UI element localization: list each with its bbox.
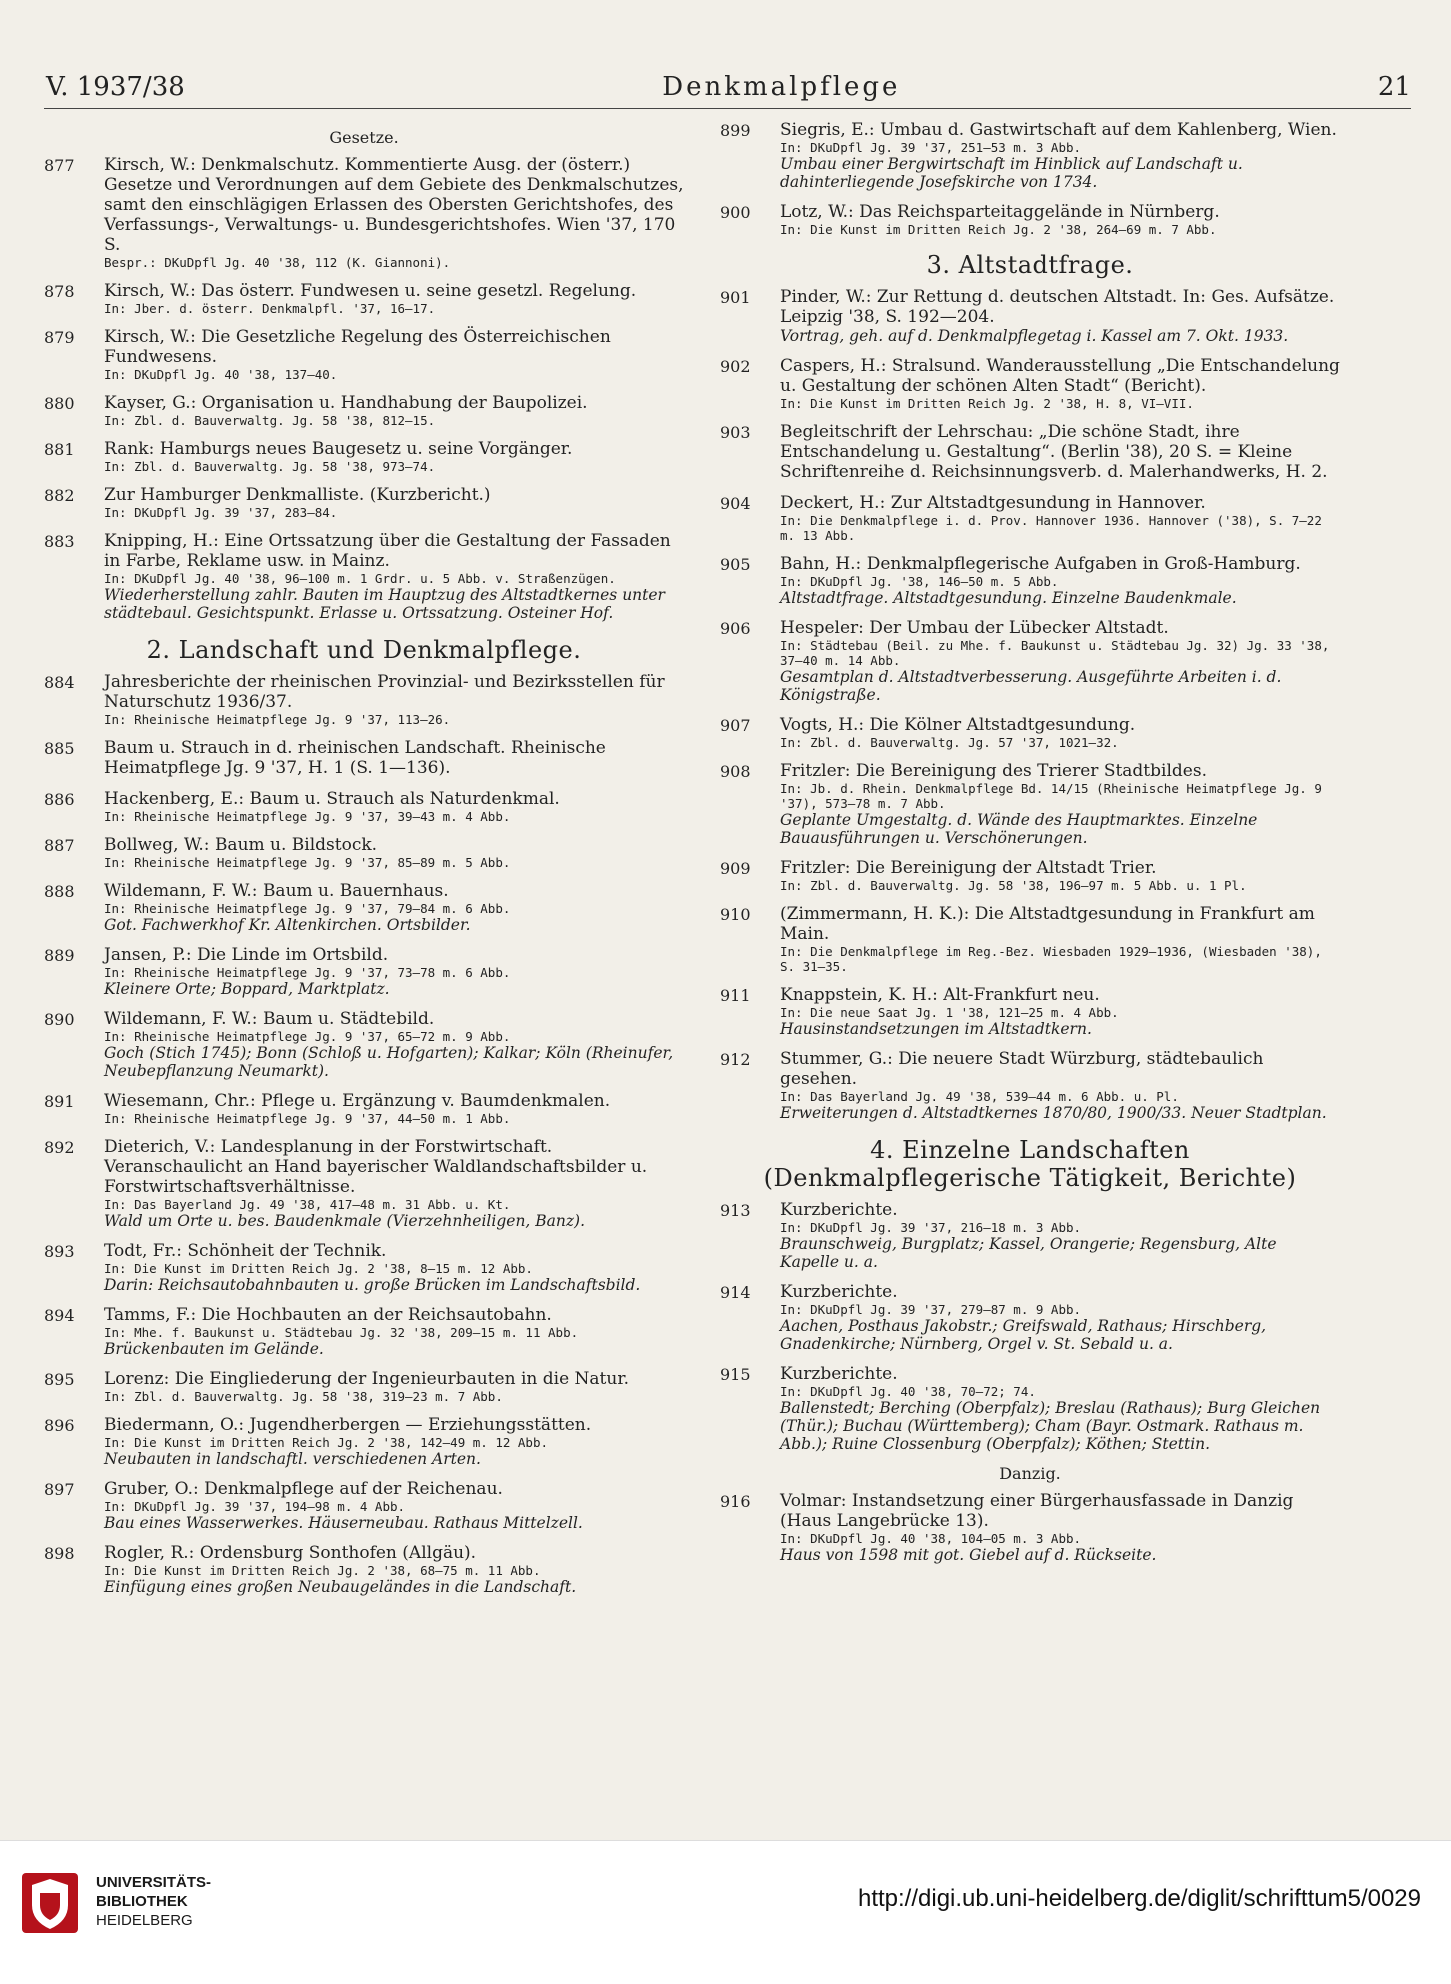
entry-number: 879	[44, 328, 75, 347]
entry-note: Altstadtfrage. Altstadtgesundung. Einzelne Baudenkmale.	[780, 589, 1237, 607]
entry-number: 900	[720, 203, 751, 222]
entry-note: Wald um Orte u. bes. Baudenkmale (Vierzehnheiligen, Banz).	[104, 1212, 586, 1230]
entry-body	[780, 904, 1340, 974]
entry-number: 897	[44, 1480, 75, 1499]
entry-main: Stummer, G.: Die neuere Stadt Würzburg, städtebaulich gesehen.	[780, 1049, 1264, 1089]
entry-number: 913	[720, 1201, 751, 1220]
entry-main: Kirsch, W.: Denkmalschutz. Kommentierte Ausg. der (österr.) Gesetze und Verordnungen auf dem Gebiete des Denkmalschutzes, samt den einschlägigen Erlassen des Obersten Gerichtshofes, des Verfassungs-, Verwaltungs- u. Bundesgerichtshofes. Wien '37, 170 S.	[104, 155, 684, 255]
entry-main: Bollweg, W.: Baum u. Bildstock.	[104, 835, 378, 855]
page-title: Denkmalpflege	[662, 72, 901, 102]
entry-body	[780, 715, 1340, 750]
entry-main: Hackenberg, E.: Baum u. Strauch als Naturdenkmal.	[104, 789, 560, 809]
entry-number: 886	[44, 790, 75, 809]
entry-src: In: Zbl. d. Bauverwaltg. Jg. 58 '38, 973—74.	[104, 459, 436, 474]
bibliography-entry	[44, 789, 684, 824]
bibliography-entry	[44, 881, 684, 934]
page-header	[46, 72, 1411, 108]
bibliography-entry	[44, 327, 684, 382]
entry-main: Kayser, G.: Organisation u. Handhabung der Baupolizei.	[104, 393, 588, 413]
bibliography-entry	[720, 904, 1340, 974]
entry-main: Jansen, P.: Die Linde im Ortsbild.	[104, 945, 389, 965]
entry-body	[780, 120, 1340, 191]
entry-number: 916	[720, 1492, 751, 1511]
right-column	[720, 120, 1340, 1575]
entry-src: In: Rheinische Heimatpflege Jg. 9 '37, 39—43 m. 4 Abb.	[104, 809, 511, 824]
entry-body	[780, 422, 1340, 482]
entry-body	[780, 761, 1340, 847]
entry-body	[780, 1364, 1340, 1453]
bibliography-entry	[720, 858, 1340, 893]
entry-number: 904	[720, 494, 751, 513]
library-name	[96, 1873, 211, 1930]
entry-number: 903	[720, 423, 751, 442]
bibliography-entry	[44, 1543, 684, 1596]
entry-list	[44, 672, 684, 1596]
entry-main: Hespeler: Der Umbau der Lübecker Altstadt.	[780, 618, 1169, 638]
library-line-1: UNIVERSITÄTS-	[96, 1874, 212, 1891]
entry-number: 914	[720, 1283, 751, 1302]
bibliography-entry	[44, 1305, 684, 1358]
entry-main: Kirsch, W.: Die Gesetzliche Regelung des Österreichischen Fundwesens.	[104, 327, 611, 367]
entry-body	[104, 881, 684, 934]
entry-number: 898	[44, 1544, 75, 1563]
entry-main: Biedermann, O.: Jugendherbergen — Erziehungsstätten.	[104, 1415, 592, 1435]
entry-src: In: Die Kunst im Dritten Reich Jg. 2 '38, 8—15 m. 12 Abb.	[104, 1261, 533, 1276]
entry-src: In: Die Kunst im Dritten Reich Jg. 2 '38, 142—49 m. 12 Abb.	[104, 1435, 549, 1450]
bibliography-entry	[720, 1200, 1340, 1271]
entry-main: Kurzberichte.	[780, 1364, 898, 1384]
bibliography-entry	[720, 715, 1340, 750]
entry-note: Ballenstedt; Berching (Oberpfalz); Breslau (Rathaus); Burg Gleichen (Thür.); Buchau (Württemberg); Cham (Bayr. Ostmark. Rathaus m. Abb.); Ruine Clossenburg (Oberpfalz); Köthen; Stettin.	[780, 1399, 1321, 1453]
entry-number: 906	[720, 619, 751, 638]
entry-body	[104, 672, 684, 727]
bibliography-entry	[44, 738, 684, 778]
entry-note: Brückenbauten im Gelände.	[104, 1340, 324, 1358]
library-line-2: BIBLIOTHEK	[96, 1893, 188, 1910]
entry-src: In: Rheinische Heimatpflege Jg. 9 '37, 85—89 m. 5 Abb.	[104, 855, 511, 870]
page-number: 21	[1377, 72, 1411, 102]
entry-body	[780, 618, 1340, 704]
bibliography-entry	[44, 835, 684, 870]
entry-note: Gesamtplan d. Altstadtverbesserung. Ausgeführte Arbeiten i. d. Königstraße.	[780, 668, 1282, 704]
entry-main: Kirsch, W.: Das österr. Fundwesen u. seine gesetzl. Regelung.	[104, 281, 637, 301]
header-rule	[44, 108, 1411, 109]
bibliography-entry	[720, 1364, 1340, 1453]
entry-main: Begleitschrift der Lehrschau: „Die schöne Stadt, ihre Entschandelung u. Gestaltung“. (Berlin '38), 20 S. = Kleine Schriftenreihe d. Reichsinnungsverb. d. Malerhandwerks, H. 2.	[780, 422, 1328, 482]
entry-note: Erweiterungen d. Altstadtkernes 1870/80, 1900/33. Neuer Stadtplan.	[780, 1104, 1327, 1122]
entry-src: In: Zbl. d. Bauverwaltg. Jg. 58 '38, 319—23 m. 7 Abb.	[104, 1389, 503, 1404]
entry-body	[780, 287, 1340, 345]
section-heading-2: 2. Landschaft und Denkmalpflege.	[146, 636, 582, 664]
entry-number: 889	[44, 946, 75, 965]
entry-src: In: DKuDpfl Jg. 39 '37, 251—53 m. 3 Abb.	[780, 140, 1082, 155]
bibliography-entry	[44, 672, 684, 727]
bibliography-entry	[44, 281, 684, 316]
entry-note: Goch (Stich 1745); Bonn (Schloß u. Hofgarten); Kalkar; Köln (Rheinufer, Neubepflanzung Neumarkt).	[104, 1044, 674, 1080]
entry-body	[780, 356, 1340, 411]
entry-src: In: Zbl. d. Bauverwaltg. Jg. 58 '38, 812—15.	[104, 413, 436, 428]
entry-main: Lotz, W.: Das Reichsparteitaggelände in Nürnberg.	[780, 202, 1220, 222]
entry-src: In: DKuDpfl Jg. 40 '38, 96—100 m. 1 Grdr. u. 5 Abb. v. Straßenzügen.	[104, 571, 616, 586]
entry-main: Rogler, R.: Ordensburg Sonthofen (Allgäu).	[104, 1543, 477, 1563]
entry-number: 893	[44, 1242, 75, 1261]
entry-main: Lorenz: Die Eingliederung der Ingenieurbauten in die Natur.	[104, 1369, 629, 1389]
entry-note: Vortrag, geh. auf d. Denkmalpflegetag i. Kassel am 7. Okt. 1933.	[780, 327, 1289, 345]
entry-number: 892	[44, 1138, 75, 1157]
entry-body	[104, 1415, 684, 1468]
entry-number: 887	[44, 836, 75, 855]
entry-src: In: Das Bayerland Jg. 49 '38, 539—44 m. 6 Abb. u. Pl.	[780, 1089, 1179, 1104]
entry-body	[104, 1369, 684, 1404]
entry-src: In: DKuDpfl Jg. 39 '37, 194—98 m. 4 Abb.	[104, 1499, 406, 1514]
bibliography-entry	[44, 439, 684, 474]
entry-note: Braunschweig, Burgplatz; Kassel, Orangerie; Regensburg, Alte Kapelle u. a.	[780, 1235, 1277, 1271]
bibliography-entry	[720, 985, 1340, 1038]
entry-note: Kleinere Orte; Boppard, Marktplatz.	[104, 980, 390, 998]
bibliography-entry	[44, 393, 684, 428]
bibliography-entry	[720, 493, 1340, 543]
entry-src: In: DKuDpfl Jg. 39 '37, 279—87 m. 9 Abb.	[780, 1302, 1082, 1317]
entry-list	[44, 155, 684, 622]
subheading-gesetze: Gesetze.	[329, 128, 399, 147]
section-heading-3: 3. Altstadtfrage.	[926, 251, 1134, 279]
university-seal-icon	[20, 1871, 80, 1935]
bibliography-entry	[44, 1091, 684, 1126]
entry-body	[104, 1091, 684, 1126]
entry-main: Wildemann, F. W.: Baum u. Bauernhaus.	[104, 881, 449, 901]
entry-main: Knappstein, K. H.: Alt-Frankfurt neu.	[780, 985, 1100, 1005]
entry-number: 891	[44, 1092, 75, 1111]
entry-number: 899	[720, 121, 751, 140]
bibliography-entry	[720, 618, 1340, 704]
entry-body	[780, 554, 1340, 607]
bibliography-entry	[44, 1415, 684, 1468]
entry-body	[780, 985, 1340, 1038]
entry-src: In: Die Kunst im Dritten Reich Jg. 2 '38, H. 8, VI—VII.	[780, 396, 1194, 411]
entry-main: Kurzberichte.	[780, 1282, 898, 1302]
bibliography-entry	[44, 1369, 684, 1404]
entry-main: Knipping, H.: Eine Ortssatzung über die Gestaltung der Fassaden in Farbe, Reklame usw. in Mainz.	[104, 531, 671, 571]
entry-src: In: Rheinische Heimatpflege Jg. 9 '37, 113—26.	[104, 712, 451, 727]
entry-src: In: Die Denkmalpflege i. d. Prov. Hannover 1936. Hannover ('38), S. 7—22 m. 13 Abb.	[780, 513, 1322, 543]
entry-number: 888	[44, 882, 75, 901]
entry-number: 896	[44, 1416, 75, 1435]
entry-main: Baum u. Strauch in d. rheinischen Landschaft. Rheinische Heimatpflege Jg. 9 '37, H. 1 (S. 1—136).	[104, 738, 606, 778]
entry-main: Rank: Hamburgs neues Baugesetz u. seine Vorgänger.	[104, 439, 573, 459]
entry-number: 909	[720, 859, 751, 878]
entry-main: Siegris, E.: Umbau d. Gastwirtschaft auf dem Kahlenberg, Wien.	[780, 120, 1337, 140]
bibliography-entry	[44, 1241, 684, 1294]
entry-main: Bahn, H.: Denkmalpflegerische Aufgaben in Groß-Hamburg.	[780, 554, 1301, 574]
entry-body	[104, 789, 684, 824]
entry-note: Umbau einer Bergwirtschaft im Hinblick auf Landschaft u. dahinterliegende Josefskirche von 1734.	[780, 155, 1243, 191]
bibliography-entry	[44, 531, 684, 622]
entry-src: In: Rheinische Heimatpflege Jg. 9 '37, 79—84 m. 6 Abb.	[104, 901, 511, 916]
entry-body	[104, 155, 684, 270]
entry-body	[780, 202, 1340, 237]
entry-body	[780, 1200, 1340, 1271]
entry-note: Got. Fachwerkhof Kr. Altenkirchen. Ortsbilder.	[104, 916, 471, 934]
entry-number: 880	[44, 394, 75, 413]
entry-number: 905	[720, 555, 751, 574]
entry-number: 907	[720, 716, 751, 735]
entry-src: In: Jber. d. österr. Denkmalpfl. '37, 16—17.	[104, 301, 436, 316]
entry-src: In: Die Kunst im Dritten Reich Jg. 2 '38, 68—75 m. 11 Abb.	[104, 1563, 541, 1578]
entry-src: In: DKuDpfl Jg. 40 '38, 137—40.	[104, 367, 338, 382]
entry-number: 890	[44, 1010, 75, 1029]
entry-src: In: Die Denkmalpflege im Reg.-Bez. Wiesbaden 1929—1936, (Wiesbaden '38), S. 31—35.	[780, 944, 1322, 974]
entry-body	[780, 493, 1340, 543]
entry-number: 895	[44, 1370, 75, 1389]
entry-src: In: Die neue Saat Jg. 1 '38, 121—25 m. 4 Abb.	[780, 1005, 1119, 1020]
entry-src: In: Zbl. d. Bauverwaltg. Jg. 58 '38, 196—97 m. 5 Abb. u. 1 Pl.	[780, 878, 1247, 893]
entry-src: In: Rheinische Heimatpflege Jg. 9 '37, 44—50 m. 1 Abb.	[104, 1111, 511, 1126]
entry-main: Deckert, H.: Zur Altstadtgesundung in Hannover.	[780, 493, 1206, 513]
entry-body	[780, 1282, 1340, 1353]
entry-note: Einfügung eines großen Neubaugeländes in die Landschaft.	[104, 1578, 577, 1596]
entry-note: Neubauten in landschaftl. verschiedenen Arten.	[104, 1450, 481, 1468]
entry-note: Haus von 1598 mit got. Giebel auf d. Rückseite.	[780, 1546, 1157, 1564]
bibliography-entry	[720, 356, 1340, 411]
entry-src: In: DKuDpfl Jg. 40 '38, 70—72; 74.	[780, 1384, 1036, 1399]
bibliography-entry	[44, 1137, 684, 1230]
entry-main: Pinder, W.: Zur Rettung d. deutschen Altstadt. In: Ges. Aufsätze. Leipzig '38, S. 192—204.	[780, 287, 1335, 327]
entry-src: In: Das Bayerland Jg. 49 '38, 417—48 m. 31 Abb. u. Kt.	[104, 1197, 511, 1212]
entry-body	[104, 281, 684, 316]
entry-src: In: DKuDpfl Jg. '38, 146—50 m. 5 Abb.	[780, 574, 1059, 589]
bibliography-entry	[720, 202, 1340, 237]
entry-body	[104, 1009, 684, 1080]
entry-main: Fritzler: Die Bereinigung des Trierer Stadtbildes.	[780, 761, 1207, 781]
entry-number: 883	[44, 532, 75, 551]
entry-body	[104, 439, 684, 474]
bibliography-entry	[720, 554, 1340, 607]
entry-src: In: Jb. d. Rhein. Denkmalpflege Bd. 14/15 (Rheinische Heimatpflege Jg. 9 '37), 573—78 m. 7 Abb.	[780, 781, 1322, 811]
entry-main: Dieterich, V.: Landesplanung in der Forstwirtschaft. Veranschaulicht an Hand bayerischer Waldlandschaftsbilder u. Forstwirtschaftsverhältnisse.	[104, 1137, 648, 1197]
entry-body	[780, 858, 1340, 893]
entry-body	[104, 393, 684, 428]
entry-number: 908	[720, 762, 751, 781]
viewer-footer	[0, 1840, 1451, 1984]
entry-body	[104, 1137, 684, 1230]
bibliography-entry	[720, 761, 1340, 847]
entry-src: In: Rheinische Heimatpflege Jg. 9 '37, 73—78 m. 6 Abb.	[104, 965, 511, 980]
volume-label: V. 1937/38	[46, 72, 185, 102]
entry-number: 881	[44, 440, 75, 459]
entry-src: Bespr.: DKuDpfl Jg. 40 '38, 112 (K. Giannoni).	[104, 255, 451, 270]
entry-body	[104, 485, 684, 520]
entry-number: 912	[720, 1050, 751, 1069]
entry-main: Wildemann, F. W.: Baum u. Städtebild.	[104, 1009, 435, 1029]
section-heading-4-line2: (Denkmalpflegerische Tätigkeit, Berichte)	[763, 1164, 1297, 1192]
entry-main: Gruber, O.: Denkmalpflege auf der Reichenau.	[104, 1479, 503, 1499]
bibliography-entry	[44, 945, 684, 998]
bibliography-entry	[720, 287, 1340, 345]
entry-src: In: Städtebau (Beil. zu Mhe. f. Baukunst u. Städtebau Jg. 32) Jg. 33 '38, 37—40 m. 14 Abb.	[780, 638, 1330, 668]
entry-src: In: Zbl. d. Bauverwaltg. Jg. 57 '37, 1021—32.	[780, 735, 1119, 750]
entry-src: In: Die Kunst im Dritten Reich Jg. 2 '38, 264—69 m. 7 Abb.	[780, 222, 1217, 237]
bibliography-entry	[720, 1049, 1340, 1122]
bibliography-entry	[44, 485, 684, 520]
left-column	[44, 120, 684, 1607]
entry-body	[104, 327, 684, 382]
entry-number: 884	[44, 673, 75, 692]
entry-main: Fritzler: Die Bereinigung der Altstadt Trier.	[780, 858, 1157, 878]
entry-src: In: DKuDpfl Jg. 39 '37, 283—84.	[104, 505, 338, 520]
entry-main: Caspers, H.: Stralsund. Wanderausstellung „Die Entschandelung u. Gestaltung der schönen Alten Stadt“ (Bericht).	[780, 356, 1340, 396]
entry-note: Darin: Reichsautobahnbauten u. große Brücken im Landschaftsbild.	[104, 1276, 641, 1294]
bibliography-entry	[720, 422, 1340, 482]
entry-body	[104, 1479, 684, 1532]
entry-number: 878	[44, 282, 75, 301]
entry-main: Vogts, H.: Die Kölner Altstadtgesundung.	[780, 715, 1136, 735]
entry-number: 882	[44, 486, 75, 505]
entry-list	[720, 1200, 1340, 1453]
entry-main: Tamms, F.: Die Hochbauten an der Reichsautobahn.	[104, 1305, 552, 1325]
entry-number: 915	[720, 1365, 751, 1384]
entry-body	[104, 835, 684, 870]
entry-note: Hausinstandsetzungen im Altstadtkern.	[780, 1020, 1092, 1038]
entry-note: Wiederherstellung zahlr. Bauten im Hauptzug des Altstadtkernes unter städtebaul. Gesichtspunkt. Erlasse u. Ortssatzung. Osteiner Hof.	[104, 586, 665, 622]
entry-number: 894	[44, 1306, 75, 1325]
section-heading-4-line1: 4. Einzelne Landschaften	[870, 1136, 1190, 1164]
entry-body	[780, 1049, 1340, 1122]
entry-number: 877	[44, 156, 75, 175]
bibliography-entry	[44, 1479, 684, 1532]
entry-body	[104, 945, 684, 998]
bibliography-entry	[720, 120, 1340, 191]
entry-list	[720, 1491, 1340, 1564]
entry-number: 910	[720, 905, 751, 924]
entry-number: 902	[720, 357, 751, 376]
bibliography-entry	[720, 1282, 1340, 1353]
entry-note: Bau eines Wasserwerkes. Häuserneubau. Rathaus Mittelzell.	[104, 1514, 583, 1532]
entry-main: Kurzberichte.	[780, 1200, 898, 1220]
entry-main: Todt, Fr.: Schönheit der Technik.	[104, 1241, 387, 1261]
bibliography-entry	[720, 1491, 1340, 1564]
entry-list	[720, 287, 1340, 1122]
permalink-url[interactable]: http://digi.ub.uni-heidelberg.de/diglit/schrifttum5/0029	[857, 1885, 1421, 1912]
section-heading-4	[720, 1136, 1340, 1192]
entry-src: In: Rheinische Heimatpflege Jg. 9 '37, 65—72 m. 9 Abb.	[104, 1029, 511, 1044]
entry-body	[104, 1543, 684, 1596]
entry-body	[104, 1241, 684, 1294]
entry-body	[104, 1305, 684, 1358]
entry-note: Geplante Umgestaltg. d. Wände des Hauptmarktes. Einzelne Bauausführungen u. Verschönerungen.	[780, 811, 1258, 847]
entry-body	[104, 738, 684, 778]
library-line-3: HEIDELBERG	[96, 1912, 193, 1929]
subheading-danzig: Danzig.	[999, 1464, 1061, 1483]
entry-note: Aachen, Posthaus Jakobstr.; Greifswald, Rathaus; Hirschberg, Gnadenkirche; Nürnberg, Orgel v. St. Sebald u. a.	[780, 1317, 1267, 1353]
entry-number: 885	[44, 739, 75, 758]
entry-main: Wiesemann, Chr.: Pflege u. Ergänzung v. Baumdenkmalen.	[104, 1091, 611, 1111]
entry-src: In: DKuDpfl Jg. 40 '38, 104—05 m. 3 Abb.	[780, 1531, 1082, 1546]
entry-main: Volmar: Instandsetzung einer Bürgerhausfassade in Danzig (Haus Langebrücke 13).	[780, 1491, 1294, 1531]
entry-number: 911	[720, 986, 751, 1005]
entry-body	[780, 1491, 1340, 1564]
entry-src: In: DKuDpfl Jg. 39 '37, 216—18 m. 3 Abb.	[780, 1220, 1082, 1235]
entry-list	[720, 120, 1340, 237]
entry-main: (Zimmermann, H. K.): Die Altstadtgesundung in Frankfurt am Main.	[780, 904, 1315, 944]
entry-main: Jahresberichte der rheinischen Provinzial- und Bezirksstellen für Naturschutz 1936/37.	[104, 672, 665, 712]
bibliography-entry	[44, 1009, 684, 1080]
entry-body	[104, 531, 684, 622]
entry-src: In: Mhe. f. Baukunst u. Städtebau Jg. 32 '38, 209—15 m. 11 Abb.	[104, 1325, 579, 1340]
entry-number: 901	[720, 288, 751, 307]
bibliography-entry	[44, 155, 684, 270]
entry-main: Zur Hamburger Denkmalliste. (Kurzbericht.)	[104, 485, 491, 505]
